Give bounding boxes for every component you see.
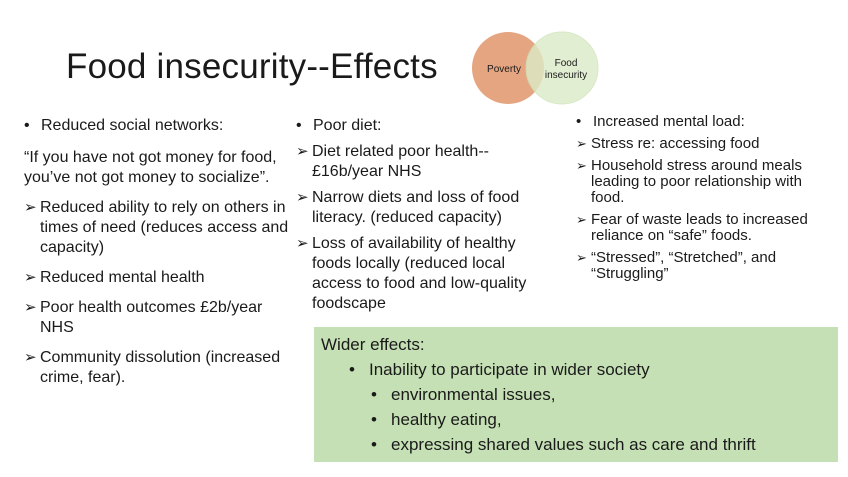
slide-title: Food insecurity--Effects	[66, 47, 438, 86]
wider-effects-bullet-text: Inability to participate in wider society	[369, 360, 650, 379]
arrow-item	[576, 158, 816, 206]
arrow-bullet-icon: ➢	[576, 136, 587, 151]
column-social-networks	[24, 116, 294, 388]
arrow-item-text: Household stress around meals leading to poor relationship with food.	[591, 157, 802, 206]
bullet-text: Reduced social networks:	[41, 117, 224, 134]
bullet-dot-icon: •	[296, 117, 302, 134]
arrow-item-text: Stress re: accessing food	[591, 135, 760, 152]
arrow-bullet-icon: ➢	[24, 269, 37, 286]
arrow-item	[24, 298, 294, 338]
bullet-item	[296, 116, 558, 136]
column-poor-diet	[296, 116, 558, 314]
arrow-bullet-icon: ➢	[576, 212, 587, 227]
venn-label-food: Food	[554, 58, 578, 69]
arrow-item	[296, 188, 558, 228]
arrow-bullet-icon: ➢	[24, 349, 37, 366]
venn-diagram	[470, 28, 602, 106]
arrow-item-text: Diet related poor health--£16b/year NHS	[312, 143, 489, 180]
arrow-item	[24, 198, 294, 258]
arrow-bullet-icon: ➢	[24, 199, 37, 216]
arrow-bullet-icon: ➢	[576, 158, 587, 173]
arrow-item-text: Reduced ability to rely on others in times of need (reduces access and capacity)	[40, 199, 289, 256]
arrow-item-text: “Stressed”, “Stretched”, and “Struggling”	[591, 249, 777, 282]
bullet-dot-icon: •	[371, 435, 377, 454]
bullet-item	[24, 116, 294, 136]
wider-effects-heading: Wider effects:	[321, 335, 425, 354]
arrow-bullet-icon: ➢	[296, 143, 309, 160]
wider-effects-box	[314, 327, 838, 462]
arrow-item-text: Loss of availability of healthy foods locally (reduced local access to food and low-quality foodscape	[312, 235, 527, 312]
arrow-item-text: Poor health outcomes £2b/year NHS	[40, 299, 263, 336]
quote-text: “If you have not got money for food, you’ve not got money to socialize”.	[24, 149, 277, 186]
arrow-item	[296, 234, 558, 314]
arrow-item	[576, 250, 816, 282]
arrow-item	[24, 268, 294, 288]
arrow-item	[296, 142, 558, 182]
arrow-item	[576, 212, 816, 244]
bullet-text: Increased mental load:	[593, 113, 745, 130]
wider-effects-subitem-text: healthy eating,	[391, 410, 502, 429]
wider-effects-subitem	[321, 432, 838, 457]
arrow-item-text: Narrow diets and loss of food literacy. (reduced capacity)	[312, 189, 520, 226]
venn-label-insecurity: insecurity	[544, 70, 588, 81]
bullet-item	[576, 114, 816, 130]
wider-effects-bullet	[321, 357, 838, 382]
arrow-item-text: Community dissolution (increased crime, fear).	[40, 349, 281, 386]
wider-effects-subitem	[321, 407, 838, 432]
bullet-dot-icon: •	[371, 410, 377, 429]
arrow-item-text: Fear of waste leads to increased reliance on “safe” foods.	[591, 211, 808, 244]
column-mental-load	[576, 114, 816, 282]
arrow-bullet-icon: ➢	[296, 189, 309, 206]
bullet-dot-icon: •	[24, 117, 30, 134]
bullet-dot-icon: •	[576, 113, 582, 130]
wider-effects-subitem-text: environmental issues,	[391, 385, 556, 404]
arrow-item	[24, 348, 294, 388]
arrow-bullet-icon: ➢	[576, 250, 587, 265]
bullet-dot-icon: •	[371, 385, 377, 404]
wider-effects-subitem-text: expressing shared values such as care and thrift	[391, 435, 756, 454]
bullet-dot-icon: •	[349, 360, 355, 379]
arrow-bullet-icon: ➢	[296, 235, 309, 252]
bullet-text: Poor diet:	[313, 117, 382, 134]
wider-effects-subitem	[321, 382, 838, 407]
arrow-item	[576, 136, 816, 152]
venn-label-poverty: Poverty	[487, 64, 521, 75]
arrow-bullet-icon: ➢	[24, 299, 37, 316]
arrow-item-text: Reduced mental health	[40, 269, 205, 286]
